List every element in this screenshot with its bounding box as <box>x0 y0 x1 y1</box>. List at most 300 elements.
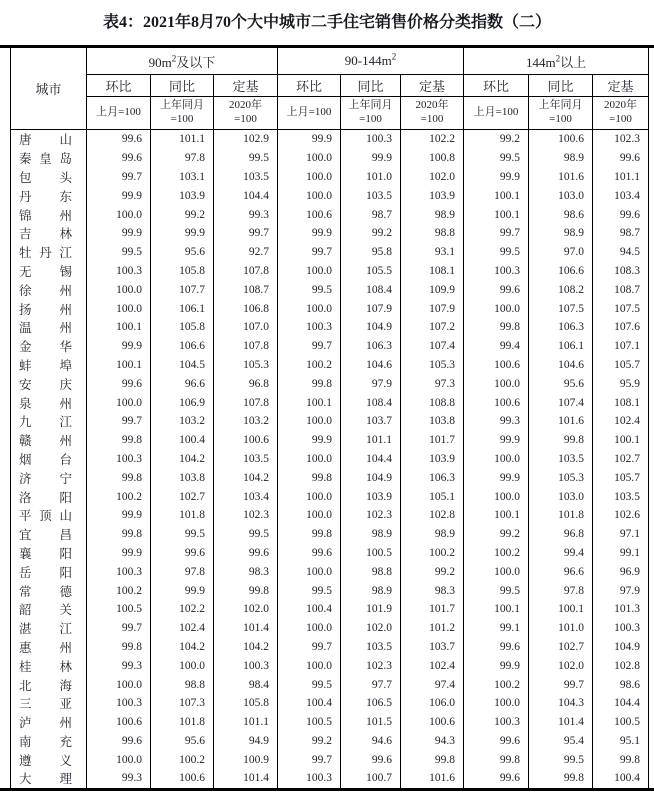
index-value: 100.0 <box>464 694 529 713</box>
table-row <box>11 600 649 619</box>
index-value: 101.4 <box>214 619 278 638</box>
table-header <box>11 48 649 130</box>
index-value: 99.9 <box>464 468 529 487</box>
index-value: 100.9 <box>214 750 278 769</box>
index-value: 100.0 <box>278 186 341 205</box>
index-value: 106.8 <box>214 299 278 318</box>
index-value: 103.8 <box>151 468 214 487</box>
index-value: 104.5 <box>151 356 214 375</box>
index-value: 100.4 <box>593 769 649 788</box>
index-value: 106.3 <box>529 318 593 337</box>
table-row <box>11 224 649 243</box>
index-value: 98.6 <box>529 205 593 224</box>
index-value: 99.8 <box>278 525 341 544</box>
index-value: 99.3 <box>87 769 151 788</box>
city-name: 大理 <box>11 769 87 788</box>
index-value: 100.3 <box>464 262 529 281</box>
index-value: 108.1 <box>593 393 649 412</box>
city-name: 济宁 <box>11 468 87 487</box>
index-value: 100.1 <box>87 318 151 337</box>
index-value: 100.1 <box>529 600 593 619</box>
city-name: 南充 <box>11 732 87 751</box>
index-value: 107.0 <box>214 318 278 337</box>
index-value: 97.4 <box>401 675 464 694</box>
table-body <box>11 130 649 788</box>
index-value: 101.4 <box>214 769 278 788</box>
city-name: 扬州 <box>11 299 87 318</box>
index-value: 100.0 <box>278 450 341 469</box>
index-value: 105.7 <box>593 468 649 487</box>
index-value: 99.7 <box>278 638 341 657</box>
table-row <box>11 638 649 657</box>
index-value: 105.3 <box>214 356 278 375</box>
city-name: 泉州 <box>11 393 87 412</box>
index-value: 98.8 <box>341 562 401 581</box>
index-value: 100.3 <box>87 562 151 581</box>
index-value: 100.2 <box>278 356 341 375</box>
table-row <box>11 732 649 751</box>
index-value: 108.8 <box>401 393 464 412</box>
index-value: 99.8 <box>87 468 151 487</box>
city-name: 常德 <box>11 581 87 600</box>
index-value: 108.3 <box>593 262 649 281</box>
group-label-suffix: 及以下 <box>176 54 216 70</box>
index-value: 101.1 <box>214 713 278 732</box>
index-value: 99.8 <box>401 750 464 769</box>
index-value: 99.8 <box>87 431 151 450</box>
city-name: 金华 <box>11 337 87 356</box>
header-fixed-base: 定基 <box>214 75 278 97</box>
index-value: 107.3 <box>151 694 214 713</box>
index-value: 99.6 <box>464 769 529 788</box>
index-value: 104.9 <box>341 318 401 337</box>
index-value: 99.6 <box>464 638 529 657</box>
group-header-90-144 <box>278 48 464 75</box>
index-value: 99.8 <box>593 750 649 769</box>
table-row <box>11 356 649 375</box>
index-value: 99.6 <box>464 280 529 299</box>
table-title: 表4：2021年8月70个大中城市二手住宅销售价格分类指数（二） <box>102 14 551 31</box>
index-value: 102.0 <box>529 656 593 675</box>
index-value: 100.3 <box>87 262 151 281</box>
index-value: 107.2 <box>401 318 464 337</box>
index-value: 100.3 <box>593 619 649 638</box>
table-row <box>11 393 649 412</box>
index-value: 100.0 <box>278 149 341 168</box>
index-value: 99.9 <box>278 224 341 243</box>
index-value: 107.8 <box>214 337 278 356</box>
city-name: 温州 <box>11 318 87 337</box>
index-value: 102.3 <box>341 656 401 675</box>
index-value: 98.3 <box>401 581 464 600</box>
index-value: 107.9 <box>341 299 401 318</box>
index-value: 106.3 <box>401 468 464 487</box>
city-name: 岳阳 <box>11 562 87 581</box>
index-value: 100.0 <box>278 262 341 281</box>
index-value: 101.6 <box>529 168 593 187</box>
table-row <box>11 656 649 675</box>
superscript: 2 <box>555 53 561 64</box>
index-value: 100.4 <box>278 694 341 713</box>
header-mom: 环比 <box>87 75 151 97</box>
table-row <box>11 713 649 732</box>
index-value: 96.6 <box>529 562 593 581</box>
city-name: 秦皇岛 <box>11 149 87 168</box>
index-value: 100.0 <box>278 412 341 431</box>
index-value: 99.9 <box>87 506 151 525</box>
group-label-suffix: 以上 <box>560 54 587 70</box>
index-value: 104.6 <box>341 356 401 375</box>
table-row <box>11 544 649 563</box>
index-value: 100.6 <box>464 393 529 412</box>
city-name: 赣州 <box>11 431 87 450</box>
index-value: 101.0 <box>529 619 593 638</box>
index-value: 104.2 <box>151 450 214 469</box>
city-name: 襄阳 <box>11 544 87 563</box>
header-yoy: 同比 <box>529 75 593 97</box>
table-row <box>11 337 649 356</box>
index-value: 101.5 <box>341 713 401 732</box>
index-value: 102.4 <box>151 619 214 638</box>
index-value: 104.4 <box>341 450 401 469</box>
index-value: 99.6 <box>87 130 151 149</box>
index-value: 100.0 <box>464 562 529 581</box>
index-value: 102.4 <box>593 412 649 431</box>
header-fixed-base: 定基 <box>401 75 464 97</box>
index-value: 99.6 <box>278 544 341 563</box>
table-row <box>11 431 649 450</box>
superscript: 2 <box>391 51 397 62</box>
index-value: 101.3 <box>593 600 649 619</box>
index-value: 100.2 <box>87 581 151 600</box>
index-value: 102.2 <box>151 600 214 619</box>
index-value: 100.5 <box>278 713 341 732</box>
index-value: 100.6 <box>214 431 278 450</box>
base-2020: 2020年 =100 <box>593 97 649 130</box>
index-value: 97.9 <box>341 374 401 393</box>
index-value: 98.6 <box>593 675 649 694</box>
index-value: 100.8 <box>401 149 464 168</box>
index-value: 99.7 <box>464 224 529 243</box>
index-value: 100.3 <box>278 318 341 337</box>
index-value: 106.3 <box>341 337 401 356</box>
index-value: 105.7 <box>593 356 649 375</box>
table-row <box>11 299 649 318</box>
index-value: 100.0 <box>278 619 341 638</box>
index-value: 103.7 <box>401 638 464 657</box>
index-value: 105.8 <box>151 318 214 337</box>
index-value: 99.3 <box>87 656 151 675</box>
table-row <box>11 675 649 694</box>
table-row <box>11 149 649 168</box>
index-value: 100.5 <box>341 544 401 563</box>
index-value: 95.9 <box>593 374 649 393</box>
city-name: 吉林 <box>11 224 87 243</box>
index-value: 107.1 <box>593 337 649 356</box>
table-row <box>11 525 649 544</box>
index-value: 106.9 <box>151 393 214 412</box>
city-name: 惠州 <box>11 638 87 657</box>
index-value: 103.5 <box>529 450 593 469</box>
index-value: 101.6 <box>529 412 593 431</box>
city-name: 唐山 <box>11 130 87 149</box>
index-value: 99.7 <box>87 412 151 431</box>
header-yoy: 同比 <box>341 75 401 97</box>
index-value: 97.7 <box>341 675 401 694</box>
index-value: 99.7 <box>278 750 341 769</box>
price-index-table <box>10 48 649 788</box>
index-value: 100.3 <box>214 656 278 675</box>
index-value: 108.7 <box>593 280 649 299</box>
index-value: 104.2 <box>214 468 278 487</box>
index-value: 103.9 <box>151 186 214 205</box>
index-value: 99.8 <box>278 374 341 393</box>
index-value: 104.6 <box>529 356 593 375</box>
index-value: 100.0 <box>87 393 151 412</box>
index-value: 101.0 <box>341 168 401 187</box>
index-value: 100.2 <box>87 487 151 506</box>
index-value: 99.7 <box>278 337 341 356</box>
table-container <box>0 45 654 791</box>
index-value: 92.7 <box>214 243 278 262</box>
city-name: 丹东 <box>11 186 87 205</box>
index-value: 98.7 <box>593 224 649 243</box>
city-name: 三亚 <box>11 694 87 713</box>
index-value: 96.9 <box>593 562 649 581</box>
city-name: 平顶山 <box>11 506 87 525</box>
index-value: 100.0 <box>464 450 529 469</box>
index-value: 100.0 <box>464 487 529 506</box>
index-value: 98.4 <box>214 675 278 694</box>
index-value: 100.3 <box>464 713 529 732</box>
index-value: 107.8 <box>214 262 278 281</box>
index-value: 100.2 <box>401 544 464 563</box>
index-value: 108.7 <box>214 280 278 299</box>
index-value: 102.3 <box>593 130 649 149</box>
index-value: 104.9 <box>341 468 401 487</box>
base-period-header-row <box>11 97 649 130</box>
index-value: 99.5 <box>464 149 529 168</box>
table-row <box>11 750 649 769</box>
index-value: 94.5 <box>593 243 649 262</box>
index-value: 99.6 <box>464 732 529 751</box>
index-value: 94.3 <box>401 732 464 751</box>
base-2020: 2020年 =100 <box>214 97 278 130</box>
index-value: 99.1 <box>464 619 529 638</box>
index-value: 105.1 <box>401 487 464 506</box>
table-row <box>11 280 649 299</box>
index-value: 104.4 <box>214 186 278 205</box>
index-value: 100.1 <box>278 393 341 412</box>
index-value: 97.0 <box>529 243 593 262</box>
table-row <box>11 374 649 393</box>
index-value: 98.9 <box>341 581 401 600</box>
index-value: 101.7 <box>401 600 464 619</box>
index-value: 100.3 <box>87 450 151 469</box>
city-name: 韶关 <box>11 600 87 619</box>
index-value: 97.3 <box>401 374 464 393</box>
index-value: 99.4 <box>464 337 529 356</box>
index-value: 99.2 <box>151 205 214 224</box>
index-value: 100.0 <box>278 656 341 675</box>
index-value: 99.6 <box>341 750 401 769</box>
index-value: 101.7 <box>401 431 464 450</box>
header-yoy: 同比 <box>151 75 214 97</box>
index-value: 105.3 <box>401 356 464 375</box>
index-value: 106.6 <box>151 337 214 356</box>
table-row <box>11 450 649 469</box>
index-value: 101.8 <box>151 506 214 525</box>
index-value: 100.1 <box>464 205 529 224</box>
index-value: 99.9 <box>87 186 151 205</box>
city-name: 烟台 <box>11 450 87 469</box>
index-value: 100.4 <box>151 431 214 450</box>
index-value: 100.0 <box>87 750 151 769</box>
index-value: 99.2 <box>401 562 464 581</box>
index-value: 101.8 <box>529 506 593 525</box>
table-row <box>11 205 649 224</box>
group-header-144-above <box>464 48 649 75</box>
index-value: 103.9 <box>401 186 464 205</box>
index-value: 94.6 <box>341 732 401 751</box>
city-name: 北海 <box>11 675 87 694</box>
index-value: 99.2 <box>464 130 529 149</box>
index-value: 103.9 <box>401 450 464 469</box>
index-value: 104.2 <box>151 638 214 657</box>
index-value: 98.7 <box>341 205 401 224</box>
city-name: 蚌埠 <box>11 356 87 375</box>
table-row <box>11 506 649 525</box>
index-value: 102.7 <box>529 638 593 657</box>
city-name: 遵义 <box>11 750 87 769</box>
index-value: 98.9 <box>401 205 464 224</box>
index-value: 99.9 <box>87 224 151 243</box>
index-value: 100.0 <box>87 675 151 694</box>
table-row <box>11 186 649 205</box>
index-value: 99.2 <box>464 525 529 544</box>
index-value: 97.9 <box>593 581 649 600</box>
base-prev-month: 上月=100 <box>87 97 151 130</box>
index-value: 100.0 <box>278 562 341 581</box>
index-value: 98.8 <box>151 675 214 694</box>
table-row <box>11 168 649 187</box>
index-value: 101.6 <box>401 769 464 788</box>
index-value: 93.1 <box>401 243 464 262</box>
index-value: 103.5 <box>214 450 278 469</box>
index-value: 100.0 <box>87 205 151 224</box>
page <box>0 9 654 799</box>
table-row <box>11 318 649 337</box>
index-value: 106.5 <box>341 694 401 713</box>
index-value: 101.4 <box>529 713 593 732</box>
superscript: 2 <box>171 53 177 64</box>
index-value: 99.6 <box>87 732 151 751</box>
index-value: 100.2 <box>464 544 529 563</box>
index-value: 99.9 <box>464 168 529 187</box>
index-value: 103.0 <box>529 487 593 506</box>
index-value: 103.4 <box>593 186 649 205</box>
index-value: 109.9 <box>401 280 464 299</box>
index-value: 98.8 <box>401 224 464 243</box>
index-value: 102.0 <box>401 168 464 187</box>
index-value: 106.1 <box>151 299 214 318</box>
city-name: 锦州 <box>11 205 87 224</box>
index-value: 99.5 <box>278 581 341 600</box>
index-value: 103.4 <box>214 487 278 506</box>
index-value: 99.5 <box>87 243 151 262</box>
index-value: 100.7 <box>341 769 401 788</box>
table-row <box>11 487 649 506</box>
index-value: 101.1 <box>593 168 649 187</box>
index-value: 105.8 <box>151 262 214 281</box>
index-value: 108.4 <box>341 393 401 412</box>
index-value: 108.4 <box>341 280 401 299</box>
index-value: 97.8 <box>529 581 593 600</box>
index-value: 99.9 <box>464 656 529 675</box>
index-value: 94.9 <box>214 732 278 751</box>
index-value: 99.8 <box>214 581 278 600</box>
index-value: 102.0 <box>214 600 278 619</box>
group-label: 144m <box>525 54 556 70</box>
index-value: 99.6 <box>87 374 151 393</box>
index-value: 102.3 <box>341 506 401 525</box>
index-value: 106.0 <box>401 694 464 713</box>
table-row <box>11 130 649 149</box>
base-prev-year-month: 上年同月 =100 <box>341 97 401 130</box>
index-value: 100.0 <box>278 487 341 506</box>
table-row <box>11 412 649 431</box>
index-value: 99.3 <box>464 412 529 431</box>
index-value: 102.9 <box>214 130 278 149</box>
table-row <box>11 243 649 262</box>
index-value: 105.8 <box>214 694 278 713</box>
index-value: 100.0 <box>464 299 529 318</box>
index-value: 100.0 <box>464 374 529 393</box>
group-header-90-below <box>87 48 278 75</box>
index-value: 99.6 <box>151 544 214 563</box>
index-value: 100.3 <box>278 769 341 788</box>
index-value: 97.8 <box>151 149 214 168</box>
index-value: 102.8 <box>401 506 464 525</box>
header-fixed-base: 定基 <box>593 75 649 97</box>
index-value: 103.2 <box>151 412 214 431</box>
index-value: 103.5 <box>593 487 649 506</box>
index-value: 97.1 <box>593 525 649 544</box>
index-value: 105.3 <box>529 468 593 487</box>
index-value: 100.3 <box>87 694 151 713</box>
index-value: 102.3 <box>214 506 278 525</box>
index-value: 99.6 <box>593 205 649 224</box>
index-value: 99.5 <box>214 525 278 544</box>
index-value: 99.5 <box>214 149 278 168</box>
index-value: 99.8 <box>529 769 593 788</box>
index-value: 103.0 <box>529 186 593 205</box>
index-value: 99.5 <box>464 581 529 600</box>
base-2020: 2020年 =100 <box>401 97 464 130</box>
table-row <box>11 262 649 281</box>
index-value: 99.9 <box>151 581 214 600</box>
index-value: 99.9 <box>341 149 401 168</box>
index-value: 100.0 <box>87 280 151 299</box>
index-value: 107.7 <box>151 280 214 299</box>
index-value: 102.7 <box>151 487 214 506</box>
index-value: 99.6 <box>593 149 649 168</box>
table-row <box>11 581 649 600</box>
city-name: 泸州 <box>11 713 87 732</box>
index-type-header-row <box>11 75 649 97</box>
index-value: 104.4 <box>593 694 649 713</box>
index-value: 100.2 <box>151 750 214 769</box>
